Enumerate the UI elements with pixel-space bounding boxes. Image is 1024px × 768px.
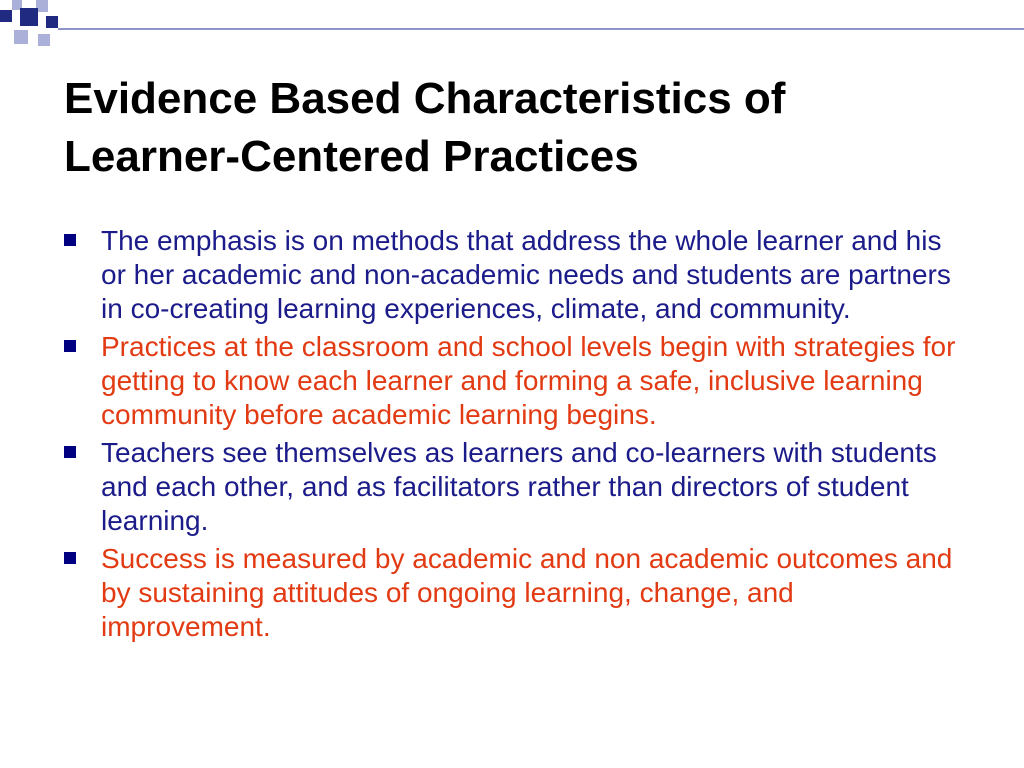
- bullet-item: [64, 224, 964, 326]
- bullet-text: Success is measured by academic and non academic outcomes and by sustaining attitudes of ongoing learning, change, and improvement.: [101, 543, 953, 642]
- slide-title: [64, 70, 984, 186]
- bullet-item: [64, 436, 964, 538]
- corner-decoration: [0, 0, 80, 60]
- bullet-item: [64, 542, 964, 644]
- square-bullet-icon: [64, 552, 76, 564]
- bullet-list: [64, 224, 964, 648]
- bullet-text: Practices at the classroom and school levels begin with strategies for getting to know each learner and forming a safe, inclusive learning community before academic learning begins.: [101, 331, 956, 430]
- bullet-text: The emphasis is on methods that address the whole learner and his or her academic and non-academic needs and students are partners in co-creating learning experiences, climate, and community.: [101, 225, 951, 324]
- square-bullet-icon: [64, 234, 76, 246]
- title-line: Evidence Based Characteristics of: [64, 74, 786, 123]
- bullet-item: [64, 330, 964, 432]
- bullet-text: Teachers see themselves as learners and co-learners with students and each other, and as facilitators rather than directors of student learning.: [101, 437, 937, 536]
- title-line: Learner-Centered Practices: [64, 132, 639, 181]
- square-bullet-icon: [64, 446, 76, 458]
- title-rule: [58, 28, 1024, 30]
- square-bullet-icon: [64, 340, 76, 352]
